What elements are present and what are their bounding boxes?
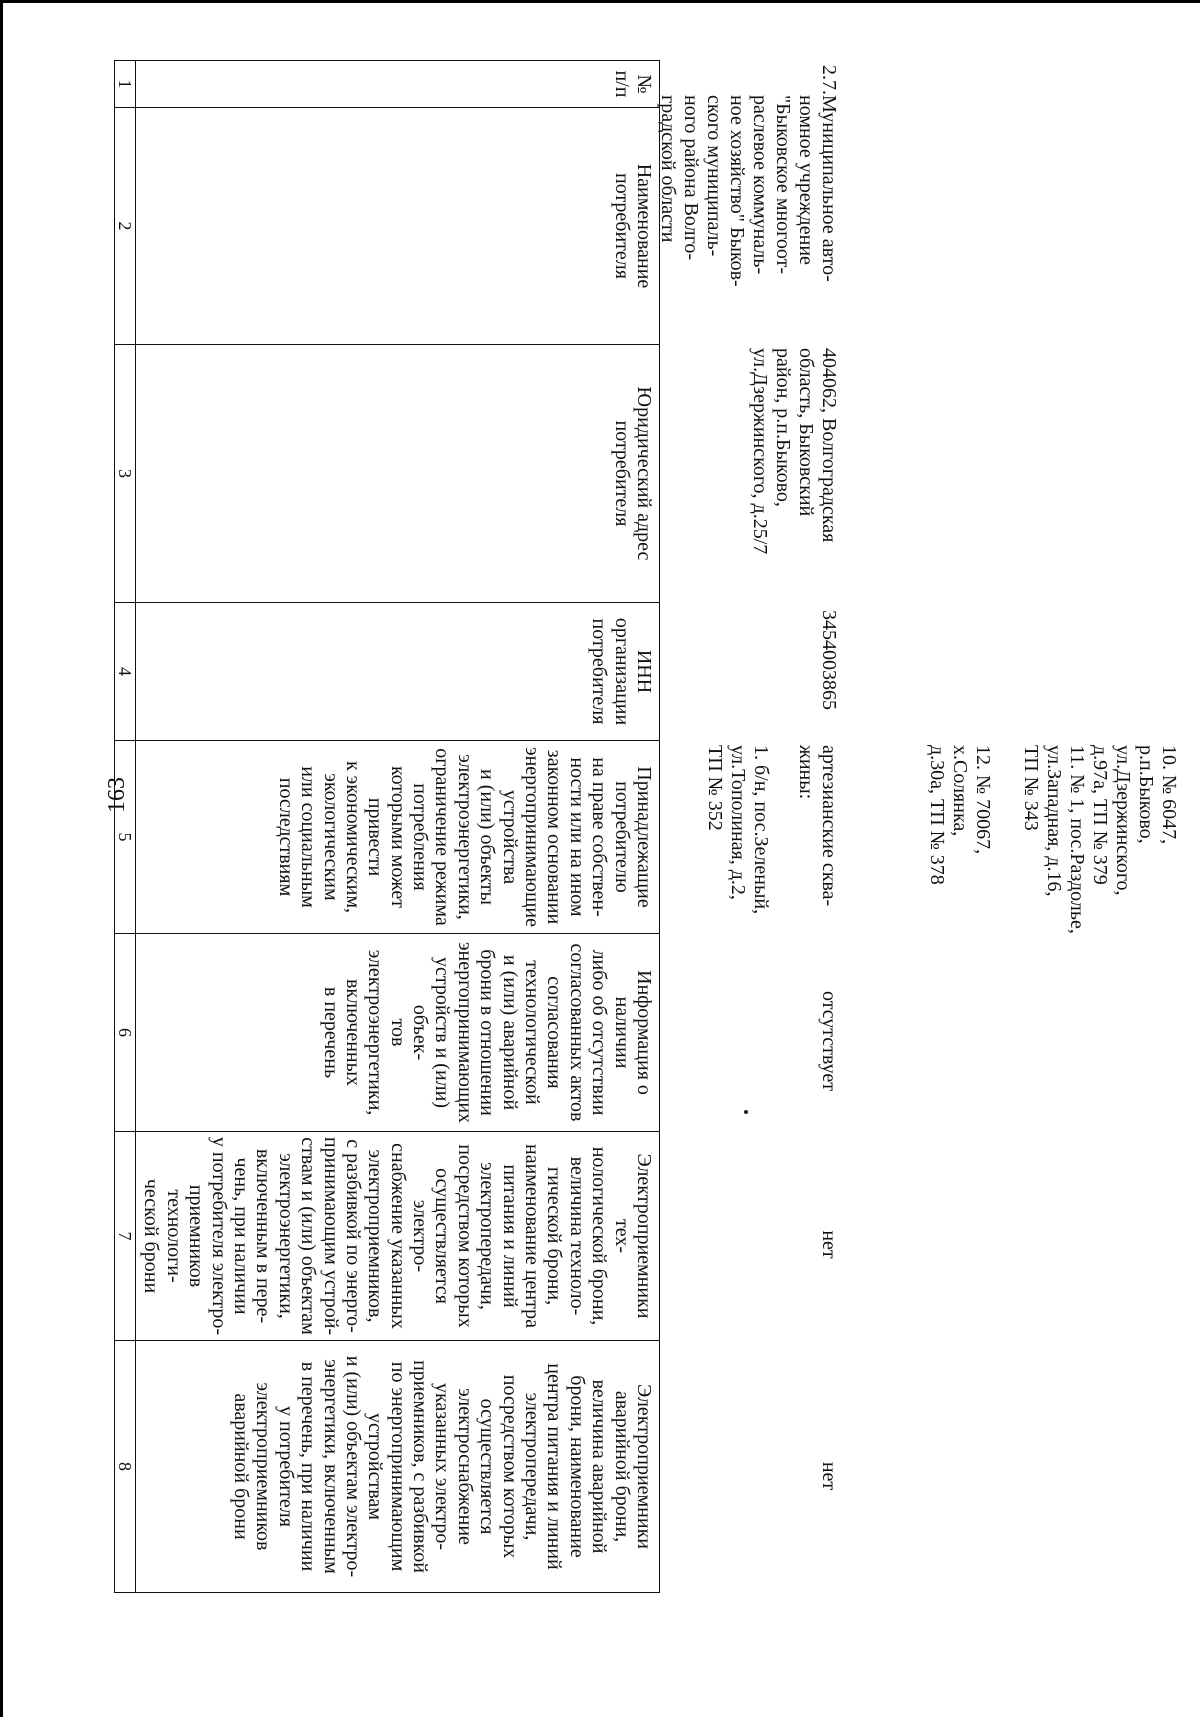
header-number: № п/п (136, 61, 660, 108)
column-number: 2 (114, 108, 135, 345)
item-inn: 3454003865 (818, 610, 840, 710)
consumer-table (114, 60, 660, 1593)
column-number: 1 (114, 61, 135, 108)
column-number: 8 (114, 1341, 135, 1593)
item-agreement-info: отсутствует (818, 990, 840, 1092)
header-emergency-reserve: Электроприемники аварийной брони, величина аварийной брони, наименование центра питания и линий электропередачи, посредством которых осуществляется электроснабжение указанных электро- приемников, с разбивкой по энергопринимающим устройствам и (или) объектам электро- энергетики, включенным в перечень, при наличии у потребителя электроприемников аварийной брони (136, 1341, 660, 1593)
column-number: 5 (114, 741, 135, 934)
column-number: 3 (114, 345, 135, 603)
header-agreement-info: Информация о наличии либо об отсутствии согласованных актов согласования технологической и (или) аварийной брони в отношении энергопринимающих устройств и (или) объек- тов электроэнергетики, включенных в перечень (136, 934, 660, 1132)
header-legal-address: Юридический адрес потребителя (136, 345, 660, 603)
item-objects-header: артезианские сква- жины: (795, 745, 840, 907)
column-number-row (114, 61, 135, 1593)
page-number: 163 (104, 777, 130, 813)
table-header-row (136, 61, 660, 1593)
header-inn: ИНН организации потребителя (136, 603, 660, 741)
item-consumer-name: Муниципальное авто- номное учреждение "Быковское многоот- раслевое коммуналь- ное хозяйство" Быков- ского муниципаль- ного района Волго- градской области (657, 95, 840, 287)
header-consumer-name: Наименование потребителя (136, 108, 660, 345)
item-number: 2.7. (818, 65, 840, 95)
header-owned-devices: Принадлежащие потребителю на праве собствен- ности или на ином законном основании энергопринимающие устройства и (или) объекты электроэнергетики, ограничение режима потребления которыми может привести к экономическим, экологическим или социальным последствиям (136, 741, 660, 934)
continued-object-12: 12. № 70067, х.Солянка, д.30а, ТП № 378 (926, 745, 994, 885)
item-legal-address: 404062, Волгоградская область, Быковский район, р.п.Быково, ул.Дзержинского, д.25/7 (749, 348, 840, 555)
item-object-1: 1. б/н, пос.Зеленый, ул.Тополиная, д.2, ТП № 352 (704, 745, 772, 915)
stray-dot (744, 1110, 748, 1114)
header-technological-reserve: Электроприемники тех- нологической брони, величина техноло- гической брони, наименование центра питания и линий электропередачи, посредством которых осуществляется электро- снабжение указанных электроприемников, с разбивкой по энерго- принимающим устрой- ствам и (или) объектам электроэнергетики, включенным в пере- чень, при наличии у потребителя электро- приемников технологи- ческой брони (136, 1132, 660, 1341)
table-body (657, 0, 1200, 1640)
column-number: 7 (114, 1132, 135, 1341)
continued-object-10: 10. № 6047, р.п.Быково, ул.Дзержинского, д.97а, ТП № 379 (1089, 745, 1180, 896)
continued-object-11: 11. № 1, пос.Раздолье, ул.Западная, д.16, ТП № 343 (1020, 745, 1088, 934)
item-emergency-reserve: нет (818, 1461, 840, 1491)
column-number: 6 (114, 934, 135, 1132)
item-technological-reserve: нет (818, 1230, 840, 1259)
column-number: 4 (114, 603, 135, 741)
